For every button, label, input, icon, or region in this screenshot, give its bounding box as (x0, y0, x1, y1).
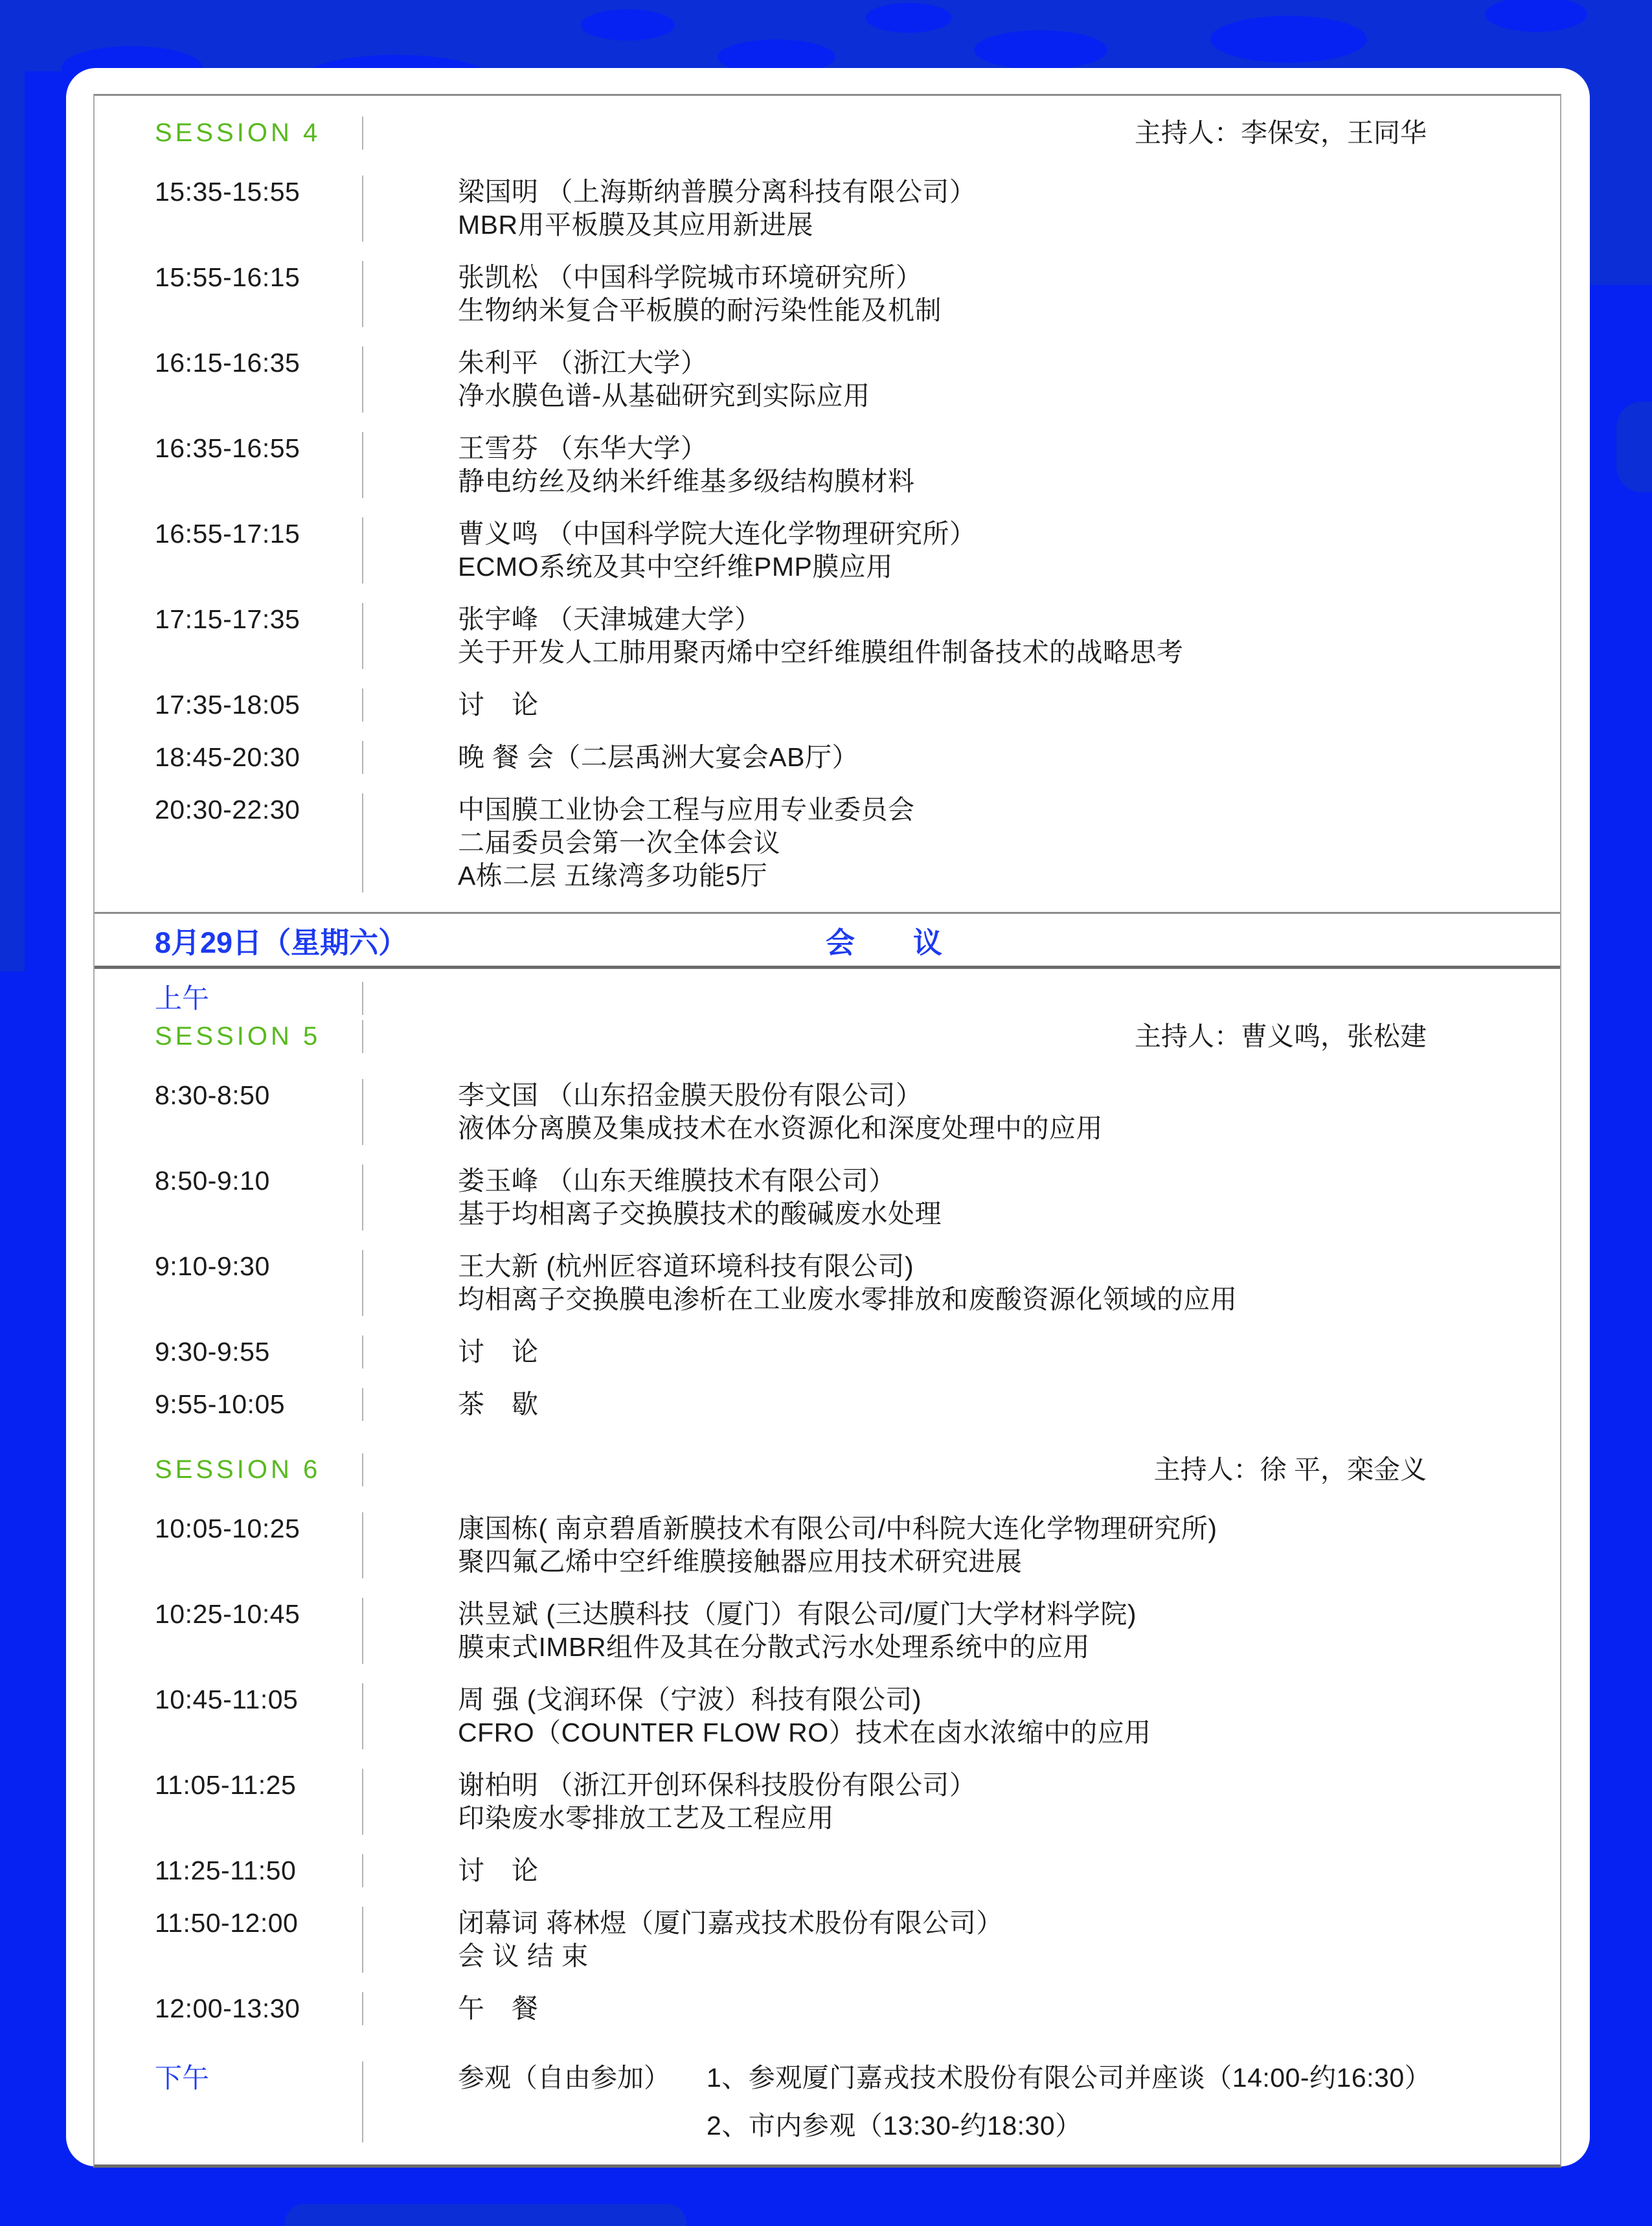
talk-line: 午 餐 (458, 1993, 539, 2023)
agenda-row (95, 1486, 1560, 1578)
visit-lead-label: 参观（自由参加） (458, 2063, 670, 2093)
talk-content-cell (363, 261, 1560, 327)
time-cell (95, 1907, 363, 1973)
talk-content-cell (363, 1907, 1560, 1973)
talk-line: 周 强 (戈润环保（宁波）科技有限公司) (458, 1685, 922, 1714)
talk-content-cell (363, 603, 1560, 669)
period-label: 上午 (155, 983, 210, 1014)
date-label: 8月29日（星期六） (155, 926, 408, 959)
talk-line: 张凯松 （中国科学院城市环境研究所） (458, 262, 923, 292)
time-label: 18:45-20:30 (155, 742, 300, 772)
session-header-content-cell (363, 1020, 1560, 1053)
visit-item-line: 1、参观厦门嘉戎技术股份有限公司并座谈（14:00-约16:30） (707, 2063, 1432, 2093)
conference-label: 会 议 (826, 926, 943, 959)
talk-content-cell (363, 1079, 1560, 1145)
agenda-row (95, 1053, 1560, 1145)
background-pattern-blob (285, 2204, 686, 2226)
time-label: 17:35-18:05 (155, 690, 300, 720)
talk-line: 基于均相离子交换膜技术的酸碱废水处理 (458, 1199, 942, 1229)
visit-content-cell (363, 2061, 1560, 2142)
session-4-block (95, 96, 1560, 914)
agenda-row (95, 1664, 1560, 1749)
time-label: 11:25-11:50 (155, 1856, 297, 1885)
time-cell (95, 1335, 363, 1369)
talk-line: 净水膜色谱-从基础研究到实际应用 (458, 381, 870, 411)
agenda-row (95, 1369, 1560, 1421)
period-row (95, 982, 1560, 1015)
talk-line: 李文国 （山东招金膜天股份有限公司） (458, 1080, 923, 1110)
time-label: 15:35-15:55 (155, 177, 300, 207)
date-divider-row (95, 914, 1560, 969)
session-header-row (95, 1015, 1560, 1053)
session-header-content-cell (363, 117, 1560, 150)
talk-line: 液体分离膜及集成技术在水资源化和深度处理中的应用 (458, 1113, 1103, 1143)
talk-content-cell (363, 1769, 1560, 1835)
session-header-time-cell (95, 1020, 363, 1053)
time-cell (95, 1079, 363, 1145)
talk-line: 印染废水零排放工艺及工程应用 (458, 1803, 834, 1833)
agenda-row (95, 150, 1560, 242)
visit-items (707, 2061, 1431, 2142)
time-cell (95, 603, 363, 669)
time-cell (95, 517, 363, 584)
talk-line: 洪昱斌 (三达膜科技（厦门）有限公司/厦门大学材料学院) (458, 1599, 1137, 1629)
talk-line: 王雪芬 （东华大学） (458, 433, 708, 463)
talk-line: 生物纳米复合平板膜的耐污染性能及机制 (458, 295, 942, 325)
time-cell (95, 688, 363, 721)
session-header-row (95, 111, 1560, 150)
agenda-row (95, 1316, 1560, 1369)
time-label: 16:15-16:35 (155, 348, 300, 378)
time-cell (95, 741, 363, 774)
time-cell (95, 1769, 363, 1835)
talk-line: 娄玉峰 （山东天维膜技术有限公司） (458, 1166, 896, 1196)
time-label: 8:50-9:10 (155, 1166, 270, 1196)
agenda-row (95, 1887, 1560, 1973)
talk-content-cell (363, 517, 1560, 584)
talk-line: 膜束式IMBR组件及其在分散式污水处理系统中的应用 (458, 1632, 1090, 1662)
talk-content-cell (363, 1164, 1560, 1231)
visit-time-cell (95, 2061, 363, 2142)
agenda-row (95, 721, 1560, 774)
talk-content-cell (363, 1512, 1560, 1578)
time-cell (95, 1854, 363, 1887)
time-label: 17:15-17:35 (155, 604, 300, 634)
talk-content-cell (363, 1388, 1560, 1421)
talk-content-cell (363, 1598, 1560, 1664)
talk-content-cell (363, 793, 1560, 892)
time-label: 16:35-16:55 (155, 433, 300, 463)
time-cell (95, 1164, 363, 1231)
background-pattern-blob (0, 0, 25, 971)
agenda-row (95, 1145, 1560, 1231)
talk-content-cell (363, 1683, 1560, 1749)
schedule-table (93, 94, 1561, 2168)
session-label: SESSION 6 (155, 1455, 321, 1484)
talk-line: 会 议 结 束 (458, 1941, 589, 1971)
time-label: 20:30-22:30 (155, 795, 300, 824)
talk-content-cell (363, 688, 1560, 721)
session-label: SESSION 4 (155, 119, 321, 147)
time-label: 11:05-11:25 (155, 1770, 297, 1800)
talk-content-cell (363, 176, 1560, 242)
talk-line: ECMO系统及其中空纤维PMP膜应用 (458, 552, 893, 582)
agenda-row (95, 413, 1560, 498)
time-label: 10:45-11:05 (155, 1685, 299, 1714)
visit-row (95, 2025, 1560, 2142)
time-label: 9:30-9:55 (155, 1337, 270, 1367)
session-header-row (95, 1421, 1560, 1486)
time-label: 10:25-10:45 (155, 1599, 300, 1629)
talk-line: 均相离子交换膜电渗析在工业废水零排放和废酸资源化领域的应用 (458, 1284, 1238, 1314)
talk-line: 茶 歇 (458, 1389, 539, 1419)
session-host-label: 主持人：徐 平，栾金义 (1153, 1455, 1427, 1484)
agenda-row (95, 1231, 1560, 1316)
agenda-row (95, 1578, 1560, 1664)
session-header-time-cell (95, 117, 363, 150)
agenda-row (95, 1973, 1560, 2025)
time-cell (95, 1512, 363, 1578)
time-cell (95, 1598, 363, 1664)
background-pattern-blob (1616, 402, 1652, 492)
time-cell (95, 793, 363, 892)
talk-line: 闭幕词 蒋林煜（厦门嘉戎技术股份有限公司） (458, 1908, 1003, 1938)
agenda-row (95, 774, 1560, 892)
period-content-cell (363, 982, 1560, 1015)
background-pattern-band (0, 0, 1652, 71)
time-cell (95, 346, 363, 413)
agenda-row (95, 584, 1560, 669)
talk-line: 梁国明 （上海斯纳普膜分离科技有限公司） (458, 177, 977, 207)
session-label: SESSION 5 (155, 1022, 321, 1051)
talk-content-cell (363, 432, 1560, 498)
talk-content-cell (363, 741, 1560, 774)
talk-line: 张宇峰 （天津城建大学） (458, 604, 762, 634)
time-label: 9:55-10:05 (155, 1389, 286, 1419)
schedule-card (66, 68, 1590, 2166)
time-cell (95, 1992, 363, 2025)
time-label: 11:50-12:00 (155, 1908, 299, 1938)
time-label: 15:55-16:15 (155, 262, 300, 292)
time-label: 10:05-10:25 (155, 1514, 300, 1543)
time-label: 16:55-17:15 (155, 519, 300, 549)
talk-line: 晚 餐 会（二层禹洲大宴会AB厅） (458, 742, 859, 772)
talk-line: 二届委员会第一次全体会议 (458, 828, 780, 857)
talk-line: CFRO（COUNTER FLOW RO）技术在卤水浓缩中的应用 (458, 1718, 1151, 1747)
talk-content-cell (363, 1854, 1560, 1887)
talk-line: 康国栋( 南京碧盾新膜技术有限公司/中科院大连化学物理研究所) (458, 1514, 1217, 1543)
talk-line: 曹义鸣 （中国科学院大连化学物理研究所） (458, 519, 977, 549)
talk-content-cell (363, 346, 1560, 413)
talk-line: 聚四氟乙烯中空纤维膜接触器应用技术研究进展 (458, 1547, 1023, 1576)
talk-line: 王大新 (杭州匠容道环境科技有限公司) (458, 1251, 914, 1281)
talk-content-cell (363, 1250, 1560, 1316)
session-host-label: 主持人：李保安，王同华 (1135, 118, 1427, 148)
time-cell (95, 432, 363, 498)
talk-line: A栋二层 五缘湾多功能5厅 (458, 861, 768, 891)
talk-line: 朱利平 （浙江大学） (458, 348, 708, 378)
time-cell (95, 176, 363, 242)
session-header-content-cell (363, 1453, 1560, 1486)
agenda-row (95, 669, 1560, 721)
time-cell (95, 1250, 363, 1316)
session-host-label: 主持人：曹义鸣，张松建 (1135, 1021, 1427, 1051)
time-cell (95, 1683, 363, 1749)
time-cell (95, 261, 363, 327)
visit-item-line: 2、市内参观（13:30-约18:30） (707, 2111, 1082, 2141)
talk-line: 讨 论 (458, 1337, 539, 1367)
agenda-row (95, 327, 1560, 413)
day-2-block (95, 969, 1560, 2164)
agenda-row (95, 498, 1560, 584)
talk-line: MBR用平板膜及其应用新进展 (458, 210, 814, 240)
agenda-row (95, 242, 1560, 327)
time-label: 8:30-8:50 (155, 1080, 270, 1110)
talk-content-cell (363, 1992, 1560, 2025)
period-time-cell (95, 982, 363, 1015)
talk-line: 中国膜工业协会工程与应用专业委员会 (458, 795, 915, 824)
talk-line: 静电纺丝及纳米纤维基多级结构膜材料 (458, 466, 915, 496)
time-label: 12:00-13:30 (155, 1993, 300, 2023)
time-label: 9:10-9:30 (155, 1251, 270, 1281)
period-label: 下午 (155, 2063, 210, 2093)
talk-content-cell (363, 1335, 1560, 1369)
agenda-row (95, 1749, 1560, 1835)
session-header-time-cell (95, 1453, 363, 1486)
talk-line: 讨 论 (458, 690, 539, 720)
talk-line: 讨 论 (458, 1856, 539, 1885)
talk-line: 关于开发人工肺用聚丙烯中空纤维膜组件制备技术的战略思考 (458, 637, 1184, 667)
agenda-row (95, 1835, 1560, 1887)
talk-line: 谢柏明 （浙江开创环保科技股份有限公司） (458, 1770, 977, 1800)
time-cell (95, 1388, 363, 1421)
